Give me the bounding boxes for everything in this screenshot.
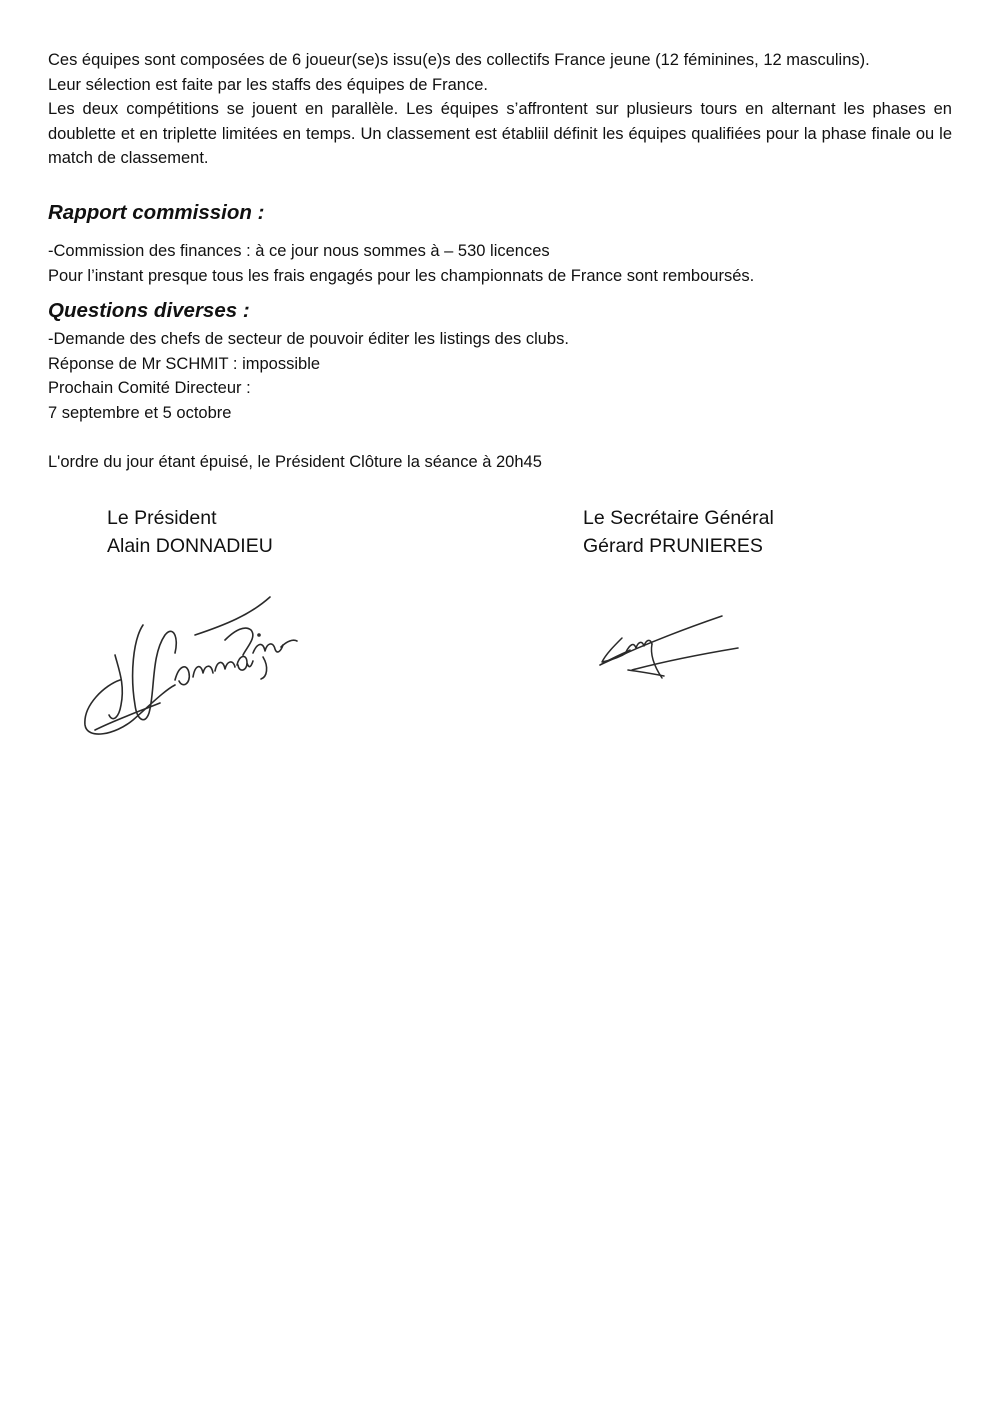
questions-diverses-heading: Questions diverses : xyxy=(48,299,250,322)
intro-paragraph-2: Les deux compétitions se jouent en parallèle. Les équipes s’affrontent sur plusieurs tours en alternant les phases en doublette et en triplette limitées en temps. Un classement est établiil définit les équipes qualifiées pour la phase finale ou le match de classement. xyxy=(48,100,952,167)
president-name: Alain DONNADIEU xyxy=(107,535,273,557)
questions-section xyxy=(48,327,952,425)
president-signature xyxy=(75,585,305,750)
questions-line-2: Réponse de Mr SCHMIT : impossible xyxy=(48,354,321,373)
president-title: Le Président xyxy=(107,507,217,529)
questions-line-3: Prochain Comité Directeur : xyxy=(48,379,251,397)
rapport-line-1: -Commission des finances : à ce jour nous sommes à – 530 licences xyxy=(48,242,550,260)
questions-line-1: -Demande des chefs de secteur de pouvoir éditer les listings des clubs. xyxy=(48,330,569,348)
secretary-signature xyxy=(592,610,742,685)
questions-line-4: 7 septembre et 5 octobre xyxy=(48,403,232,422)
rapport-section xyxy=(48,239,952,288)
secretary-title: Le Secrétaire Général xyxy=(583,507,774,529)
closing-section xyxy=(48,450,952,475)
rapport-line-2: Pour l’instant presque tous les frais engagés pour les championnats de France sont remboursés. xyxy=(48,266,755,285)
intro-line-2: Leur sélection est faite par les staffs des équipes de France. xyxy=(48,75,488,94)
rapport-commission-heading: Rapport commission : xyxy=(48,201,265,224)
president-signatory xyxy=(107,504,273,560)
secretary-signatory xyxy=(583,504,774,560)
intro-line-1: Ces équipes sont composées de 6 joueur(se)s issu(e)s des collectifs France jeune (12 féminines, 12 masculins). xyxy=(48,51,870,69)
closing-statement: L'ordre du jour étant épuisé, le Président Clôture la séance à 20h45 xyxy=(48,453,542,471)
intro-section xyxy=(48,48,952,171)
secretary-name: Gérard PRUNIERES xyxy=(583,535,763,557)
